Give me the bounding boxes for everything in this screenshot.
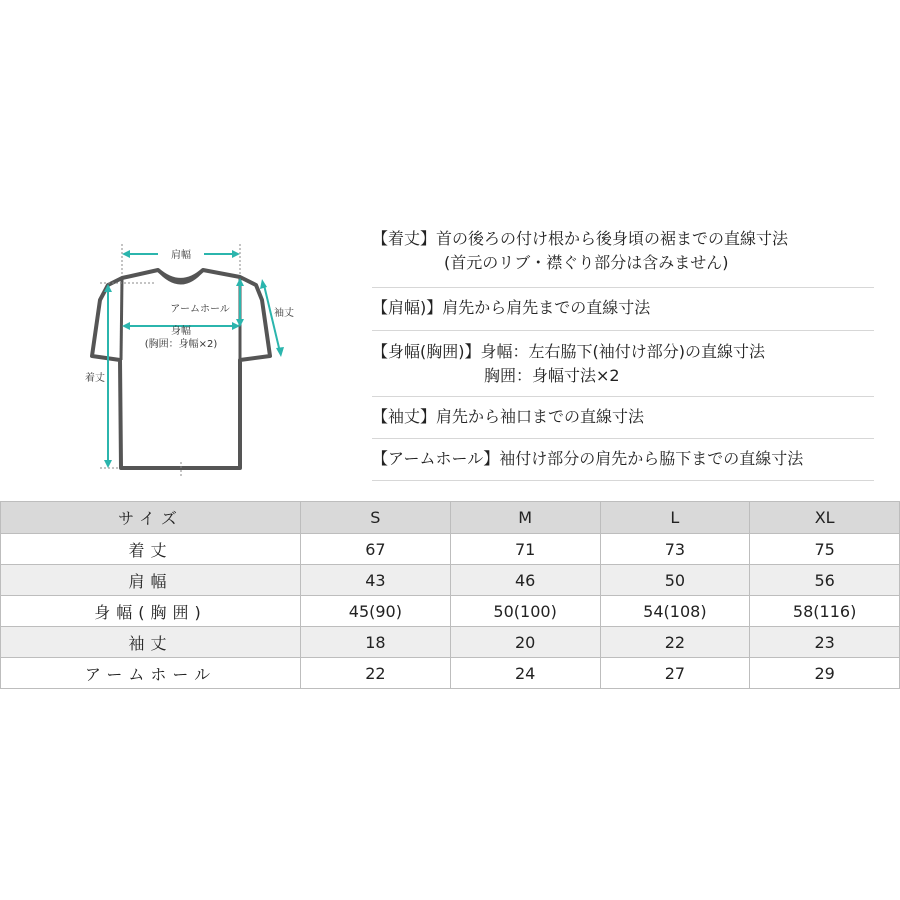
table-cell: 50 xyxy=(600,565,750,596)
table-cell: 43 xyxy=(301,565,451,596)
header-s: S xyxy=(301,502,451,534)
note-length xyxy=(372,222,874,288)
table-cell: 27 xyxy=(600,658,750,689)
table-cell: 45(90) xyxy=(301,596,451,627)
table-cell: 75 xyxy=(750,534,900,565)
table-cell: 50(100) xyxy=(450,596,600,627)
note-length-subtext: (首元のリブ・襟ぐり部分は含みません) xyxy=(444,253,729,272)
tshirt-measurement-diagram xyxy=(0,0,330,500)
shoulder-label: 肩幅 xyxy=(171,250,191,261)
length-label: 着丈 xyxy=(85,373,105,384)
table-cell: 71 xyxy=(450,534,600,565)
header-size: サイズ xyxy=(1,502,301,534)
note-shoulder xyxy=(372,288,874,331)
table-cell: 56 xyxy=(750,565,900,596)
note-body-width-subtext: 胸囲：身幅寸法×2 xyxy=(484,366,620,385)
body-width-label: 身幅 xyxy=(171,326,191,337)
table-cell: 18 xyxy=(301,627,451,658)
table-cell: 73 xyxy=(600,534,750,565)
sleeve-label: 袖丈 xyxy=(274,308,294,319)
table-cell: 58(116) xyxy=(750,596,900,627)
table-row-sleeve xyxy=(1,627,900,658)
body-width-sublabel: (胸囲：身幅×2) xyxy=(144,339,218,350)
row-label: 身幅(胸囲) xyxy=(1,596,301,627)
size-table xyxy=(0,501,900,689)
table-cell: 46 xyxy=(450,565,600,596)
table-row-armhole xyxy=(1,658,900,689)
table-row-body-width xyxy=(1,596,900,627)
note-body-width-text: 【身幅(胸囲)】身幅：左右脇下(袖付け部分)の直線寸法 xyxy=(372,342,765,361)
table-cell: 67 xyxy=(301,534,451,565)
table-cell: 20 xyxy=(450,627,600,658)
header-l: L xyxy=(600,502,750,534)
header-xl: XL xyxy=(750,502,900,534)
table-row-shoulder xyxy=(1,565,900,596)
sleeve-seam-left xyxy=(121,278,122,360)
table-row-length xyxy=(1,534,900,565)
tshirt-outline xyxy=(92,270,270,468)
note-sleeve xyxy=(372,397,874,439)
row-label: 袖丈 xyxy=(1,627,301,658)
note-length-text: 【着丈】首の後ろの付け根から後身頃の裾までの直線寸法 xyxy=(372,229,789,248)
note-armhole xyxy=(372,439,874,481)
table-cell: 22 xyxy=(600,627,750,658)
row-label: 肩幅 xyxy=(1,565,301,596)
row-label: 着丈 xyxy=(1,534,301,565)
note-sleeve-text: 【袖丈】肩先から袖口までの直線寸法 xyxy=(372,407,645,426)
row-label: アームホール xyxy=(1,658,301,689)
table-cell: 24 xyxy=(450,658,600,689)
note-shoulder-text: 【肩幅)】肩先から肩先までの直線寸法 xyxy=(372,298,651,317)
table-cell: 54(108) xyxy=(600,596,750,627)
table-cell: 23 xyxy=(750,627,900,658)
table-cell: 29 xyxy=(750,658,900,689)
note-armhole-text: 【アームホール】袖付け部分の肩先から脇下までの直線寸法 xyxy=(372,449,804,468)
measurement-notes xyxy=(372,222,874,481)
size-table-header xyxy=(1,502,900,534)
table-cell: 22 xyxy=(301,658,451,689)
armhole-label: アームホール xyxy=(170,304,230,315)
header-m: M xyxy=(450,502,600,534)
note-body-width xyxy=(372,331,874,397)
